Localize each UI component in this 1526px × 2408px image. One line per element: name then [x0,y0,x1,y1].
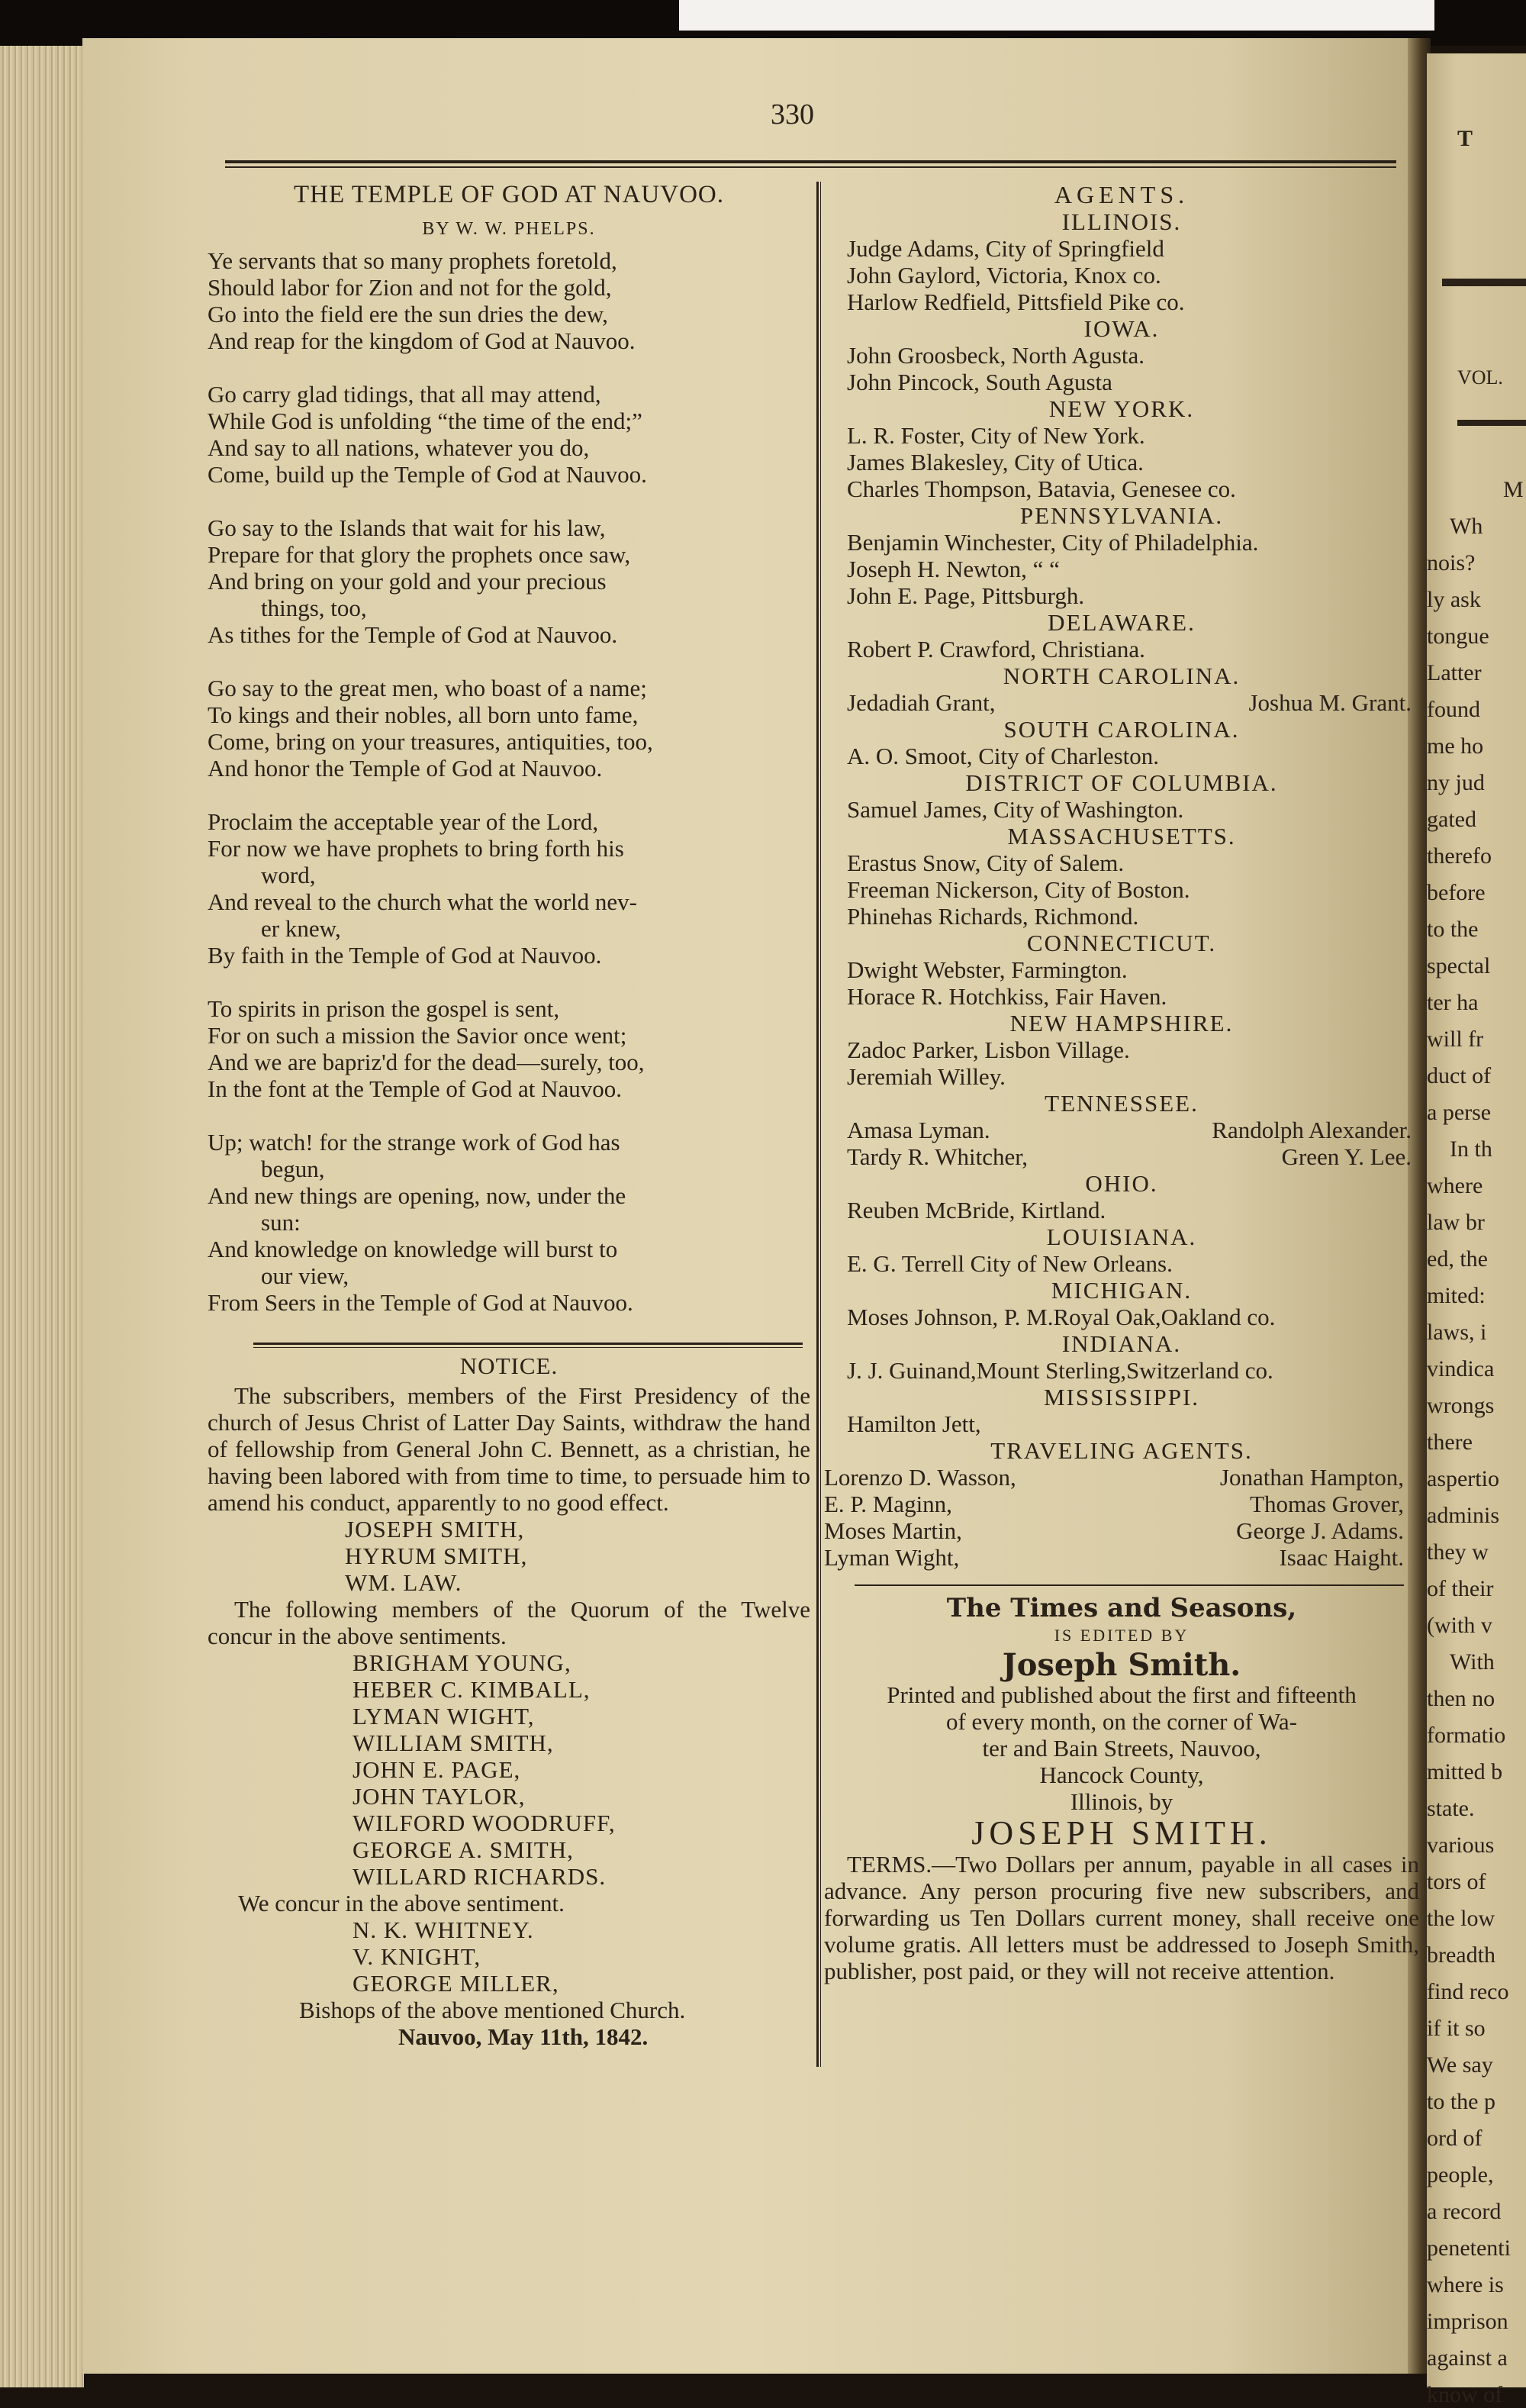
poem-line: Come, bring on your treasures, antiquities, too, [208,728,653,755]
signature-name: V. KNIGHT, [353,1943,481,1970]
next-page-line: mited: [1427,1283,1486,1308]
agent-entry: George J. Adams. [1236,1517,1404,1544]
poem-title: THE TEMPLE OF GOD AT NAUVOO. [294,181,724,208]
agent-state-heading: OHIO. [1085,1170,1158,1197]
next-page-line: aspertio [1427,1466,1499,1491]
traveling-agent-row [824,1517,1419,1544]
next-page-line: me ho [1427,733,1484,759]
signature-name: GEORGE A. SMITH, [353,1836,574,1863]
next-page-line: T [1457,126,1473,151]
next-page-line: In th [1450,1136,1492,1162]
poem-line: As tithes for the Temple of God at Nauvoo. [208,621,618,648]
poem-line: sun: [261,1209,301,1236]
notice-rule-thin [253,1347,803,1348]
agent-entry: Freeman Nickerson, City of Boston. [847,876,1190,903]
signature-name: BRIGHAM YOUNG, [353,1649,571,1676]
signature-name: WILLARD RICHARDS. [353,1863,607,1890]
next-page-line: VOL. [1457,366,1503,388]
agent-entry: Randolph Alexander. [1212,1117,1412,1143]
signature-name: LYMAN WIGHT, [353,1703,535,1729]
poem-line: Come, build up the Temple of God at Nauvoo. [208,461,647,488]
agent-entry: Isaac Haight. [1279,1544,1404,1571]
next-page-line: they w [1427,1539,1489,1565]
agent-entry: Harlow Redfield, Pittsfield Pike co. [847,289,1185,315]
next-page-line: if it so [1427,2016,1486,2041]
agent-entry: Moses Martin, [824,1517,962,1544]
masthead-printed-line: ter and Bain Streets, Nauvoo, [982,1735,1261,1762]
agent-entry: Reuben McBride, Kirtland. [847,1197,1106,1223]
agent-state-heading: ILLINOIS. [1061,208,1182,235]
next-page-line: to the p [1427,2089,1495,2114]
twelve-signatures [208,1649,810,1890]
bishops-line: Bishops of the above mentioned Church. [299,1997,686,2023]
poem-body [208,247,810,1316]
masthead-publisher: JOSEPH SMITH. [971,1814,1272,1852]
next-page-line: mitted b [1427,1759,1503,1784]
next-page-line: where is [1427,2272,1504,2297]
poem-stanza [208,1129,810,1316]
next-page-line: We say [1427,2052,1493,2078]
poem-line: To kings and their nobles, all born unto fame, [208,701,639,728]
next-page-line: therefo [1427,843,1492,869]
poem-stanza [208,808,810,969]
traveling-agent-row [824,1464,1419,1491]
poem-line: things, too, [261,595,367,621]
agent-entry: John Pincock, South Agusta [847,369,1112,395]
agent-entry: J. J. Guinand,Mount Sterling,Switzerland co. [847,1357,1273,1384]
poem-line: And reap for the kingdom of God at Nauvoo. [208,327,636,354]
next-page-line: spectal [1427,953,1491,978]
poem-line: And reveal to the church what the world nev- [208,888,637,915]
agent-entry: James Blakesley, City of Utica. [847,449,1144,475]
poem-line: Go say to the Islands that wait for his law, [208,514,606,541]
agent-entry: E. G. Terrell City of New Orleans. [847,1250,1173,1277]
next-page-line: ly ask [1427,587,1481,612]
next-page-line: imprison [1427,2309,1508,2334]
page-number: 330 [771,98,814,131]
next-page-line: a record [1427,2199,1502,2224]
bishops-signatures [208,1916,810,1997]
masthead-title: The Times and Seasons, [946,1593,1297,1623]
agent-entry: Jedadiah Grant, [847,689,996,716]
next-page-line: penetenti [1427,2236,1511,2261]
poem-line: Go say to the great men, who boast of a name; [208,675,647,701]
notice-dateline: Nauvoo, May 11th, 1842. [398,2023,649,2050]
poem-stanza [208,675,810,782]
poem-line: To spirits in prison the gospel is sent, [208,995,560,1022]
column-divider-2 [820,182,821,2067]
masthead-terms: TERMS.—Two Dollars per annum, payable in all cases in advance. Any person procuring five new subscribers, and forwarding us Ten Dollars current money, shall receive one volume gratis. All letters must be addressed to Joseph Smith, publisher, post paid, or they will not receive attention. [824,1851,1419,1984]
agent-entry: John E. Page, Pittsburgh. [847,582,1085,609]
next-page-line: law br [1427,1210,1485,1235]
agent-state-heading: CONNECTICUT. [1026,930,1217,956]
next-page-line: gated [1427,807,1476,832]
agent-entry: Moses Johnson, P. M.Royal Oak,Oakland co. [847,1304,1276,1330]
next-page-line: a perse [1427,1100,1492,1125]
poem-line: our view, [261,1262,349,1289]
left-column [208,182,810,2050]
masthead-edited-by: IS EDITED BY [1054,1626,1190,1645]
traveling-agents-list [824,1464,1419,1571]
next-page-line: ny jud [1427,770,1485,795]
next-page-rule [1457,420,1526,426]
poem-byline: BY W. W. PHELPS. [422,219,596,239]
presidency-signatures [208,1516,810,1596]
next-page-line: of their [1427,1576,1494,1601]
agent-entry: Horace R. Hotchkiss, Fair Haven. [847,983,1167,1010]
signature-name: HEBER C. KIMBALL, [353,1676,591,1703]
next-page-rule [1442,279,1526,286]
signature-name: GEORGE MILLER, [353,1970,559,1997]
agent-entry: Phinehas Richards, Richmond. [847,903,1139,930]
poem-stanza [208,514,810,648]
poem-line: Go into the field ere the sun dries the dew, [208,301,608,327]
next-page-line: before [1427,880,1486,905]
next-page-line: breadth [1427,1942,1495,1968]
traveling-agents-title: TRAVELING AGENTS. [990,1437,1253,1464]
background-corner [679,0,1434,31]
traveling-agent-row [824,1491,1419,1517]
agent-entry: Dwight Webster, Farmington. [847,956,1128,983]
agent-entry: Erastus Snow, City of Salem. [847,849,1125,876]
next-page-line: then no [1427,1686,1495,1711]
agent-state-heading: NEW YORK. [1048,395,1195,422]
next-page-line: Wh [1450,514,1483,539]
agent-state-heading: TENNESSEE. [1045,1090,1199,1117]
agent-state-heading: MASSACHUSETTS. [1007,823,1236,849]
next-page-line: adminis [1427,1503,1499,1528]
next-page-line: With [1450,1649,1495,1675]
next-page-line: where [1427,1173,1483,1198]
next-page-line: (with v [1427,1613,1492,1638]
next-page-line: various [1427,1833,1495,1858]
next-page-line: duct of [1427,1063,1492,1088]
agent-entry: Robert P. Crawford, Christiana. [847,636,1145,662]
next-page-line: Latter [1427,660,1482,685]
header-rule [225,160,1396,163]
agent-state-heading: DELAWARE. [1048,609,1196,636]
notice-rule [253,1343,803,1345]
next-page-line: ter ha [1427,990,1479,1015]
signature-name: N. K. WHITNEY. [353,1916,534,1943]
next-page-line: vindica [1427,1356,1495,1381]
poem-line: By faith in the Temple of God at Nauvoo. [208,942,602,969]
agent-state-heading: DISTRICT OF COLUMBIA. [965,769,1278,796]
agent-entry: John Groosbeck, North Agusta. [847,342,1145,369]
next-page-fragment [1427,53,1526,2407]
poem-line: Up; watch! for the strange work of God has [208,1129,620,1156]
masthead-printed-line: of every month, on the corner of Wa- [945,1708,1298,1735]
poem-line: And bring on your gold and your precious [208,568,607,595]
agent-entry: Hamilton Jett, [847,1410,981,1437]
agent-state-heading: NEW HAMPSHIRE. [1009,1010,1234,1036]
agent-state-heading: IOWA. [1083,315,1160,342]
agent-entry: Zadoc Parker, Lisbon Village. [847,1036,1130,1063]
poem-line: Ye servants that so many prophets foretold, [208,247,617,274]
agent-entry: Green Y. Lee. [1281,1143,1412,1170]
agent-entry: Joshua M. Grant. [1248,689,1412,716]
next-page-line: will fr [1427,1027,1484,1052]
agent-entry: Judge Adams, City of Springfield [847,235,1164,262]
next-page-line: find reco [1427,1979,1509,2004]
agent-entry: E. P. Maginn, [824,1491,952,1517]
poem-line: While God is unfolding “the time of the end;” [208,408,642,434]
poem-line: begun, [261,1156,325,1182]
agent-pair-row [824,1143,1419,1170]
agent-entry: L. R. Foster, City of New York. [847,422,1145,449]
next-page-line: nois? [1427,550,1476,575]
poem-line: From Seers in the Temple of God at Nauvoo. [208,1289,633,1316]
next-page-line: know of [1427,2382,1503,2407]
agent-entry: Jonathan Hampton, [1219,1464,1404,1491]
agent-entry: Amasa Lyman. [847,1117,990,1143]
right-column [824,182,1419,1984]
agent-entry: John Gaylord, Victoria, Knox co. [847,262,1161,289]
poem-line: For on such a mission the Savior once went; [208,1022,627,1049]
next-page-line: wrongs [1427,1393,1495,1418]
book-page-edges [0,46,84,2387]
agent-pair-row [824,1117,1419,1143]
next-page-line: against a [1427,2345,1508,2371]
next-page-line: the low [1427,1906,1495,1931]
next-page-line: ed, the [1427,1246,1488,1272]
twelve-intro: The following members of the Quorum of the Twelve concur in the above sentiments. [208,1596,810,1649]
agent-pair-row [824,689,1419,716]
agent-state-heading: LOUISIANA. [1046,1223,1197,1250]
agent-entry: Lyman Wight, [824,1544,960,1571]
notice-body: The subscribers, members of the First Presidency of the church of Jesus Christ of Latter Day Saints, withdraw the hand of fellowship from General John C. Bennett, as a christian, he having been labored with from time to time, to persuade him to amend his conduct, apparently to no good effect. [208,1382,810,1516]
masthead-editor: Joseph Smith. [1002,1647,1241,1683]
poem-stanza [208,247,810,354]
agent-entry: A. O. Smoot, City of Charleston. [847,743,1160,769]
column-divider [816,182,819,2067]
next-page-line: tors of [1427,1869,1486,1894]
signature-name: JOSEPH SMITH, [345,1516,525,1542]
poem-line: er knew, [261,915,341,942]
masthead-printed [824,1681,1419,1815]
poem-line: Go carry glad tidings, that all may attend, [208,381,601,408]
agents-title: AGENTS. [1054,181,1190,208]
masthead-printed-line: Illinois, by [1070,1788,1173,1815]
poem-line: And new things are opening, now, under the [208,1182,626,1209]
poem-line: In the font at the Temple of God at Nauvoo. [208,1075,623,1102]
next-page-line: state. [1427,1796,1475,1821]
signature-name: WM. LAW. [345,1569,462,1596]
agent-entry: Lorenzo D. Wasson, [824,1464,1016,1491]
signature-name: JOHN E. PAGE, [353,1756,521,1783]
poem-stanza [208,381,810,488]
poem-line: Proclaim the acceptable year of the Lord, [208,808,599,835]
next-page-line: found [1427,697,1480,722]
poem-line: And honor the Temple of God at Nauvoo. [208,755,603,782]
next-page-line: to the [1427,917,1479,942]
agent-entry: Thomas Grover, [1250,1491,1404,1517]
signature-name: JOHN TAYLOR, [353,1783,526,1810]
poem-line: Prepare for that glory the prophets once saw, [208,541,631,568]
agent-entry: Tardy R. Whitcher, [847,1143,1029,1170]
traveling-agent-row [824,1544,1419,1571]
agent-state-heading: SOUTH CAROLINA. [1003,716,1240,743]
next-page-line: tongue [1427,624,1489,649]
next-page-line: ord of [1427,2126,1483,2151]
agents-list [824,208,1419,1437]
agent-state-heading: MICHIGAN. [1051,1277,1193,1304]
masthead-rule [855,1584,1404,1586]
notice-title: NOTICE. [459,1352,559,1379]
poem-line: For now we have prophets to bring forth his [208,835,624,862]
agent-entry: Benjamin Winchester, City of Philadelphia. [847,529,1259,556]
signature-name: HYRUM SMITH, [345,1542,528,1569]
next-page-line: there [1427,1430,1473,1455]
poem-line: And say to all nations, whatever you do, [208,434,590,461]
poem-line: And we are bapriz'd for the dead—surely, too, [208,1049,645,1075]
bishops-intro: We concur in the above sentiment. [238,1890,565,1916]
poem-line: word, [261,862,316,888]
agent-entry: Jeremiah Willey. [847,1063,1006,1090]
poem-line: Should labor for Zion and not for the gold, [208,274,612,301]
next-page-line: formatio [1427,1723,1506,1748]
masthead-printed-line: Hancock County, [1039,1762,1204,1788]
agent-state-heading: PENNSYLVANIA. [1019,502,1224,529]
agent-entry: Joseph H. Newton, “ “ [847,556,1060,582]
signature-name: WILLIAM SMITH, [353,1729,554,1756]
agent-state-heading: MISSISSIPPI. [1043,1384,1200,1410]
poem-stanza [208,995,810,1102]
agent-state-heading: INDIANA. [1061,1330,1182,1357]
agent-entry: Charles Thompson, Batavia, Genesee co. [847,475,1236,502]
signature-name: WILFORD WOODRUFF, [353,1810,616,1836]
masthead-printed-line: Printed and published about the first and fifteenth [887,1681,1357,1708]
next-page-line: laws, i [1427,1320,1487,1345]
agent-entry: Samuel James, City of Washington. [847,796,1184,823]
next-page-line: M [1503,477,1524,502]
next-page-line: people, [1427,2162,1494,2187]
poem-line: And knowledge on knowledge will burst to [208,1236,618,1262]
agent-state-heading: NORTH CAROLINA. [1003,662,1241,689]
header-rule-thin [225,166,1396,168]
